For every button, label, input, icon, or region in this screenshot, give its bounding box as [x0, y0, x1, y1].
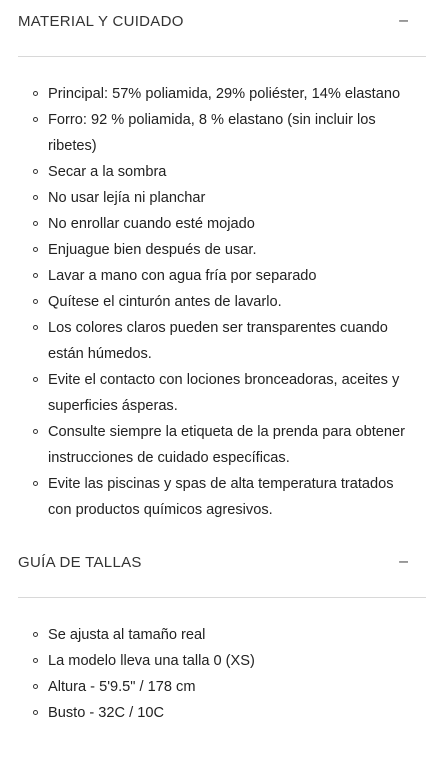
bullet-circle-icon	[33, 221, 38, 226]
list-item	[48, 315, 416, 367]
list-item	[48, 107, 416, 159]
size-guide-title: GUÍA DE TALLAS	[18, 553, 142, 571]
list-item	[48, 185, 416, 211]
bullet-circle-icon	[33, 710, 38, 715]
bullet-circle-icon	[33, 684, 38, 689]
list-item-text: Forro: 92 % poliamida, 8 % elastano (sin incluir los ribetes)	[48, 112, 376, 154]
list-item-text: Principal: 57% poliamida, 29% poliéster, 14% elastano	[48, 86, 401, 102]
list-item-text: No usar lejía ni planchar	[48, 190, 206, 206]
material-care-title: MATERIAL Y CUIDADO	[18, 12, 184, 30]
list-item-text: Quítese el cinturón antes de lavarlo.	[48, 294, 282, 310]
list-item	[48, 622, 416, 648]
list-item-text: Busto - 32C / 10C	[48, 705, 164, 721]
list-item-text: Los colores claros pueden ser transparentes cuando están húmedos.	[48, 320, 388, 362]
list-item	[48, 674, 416, 700]
list-item	[48, 419, 416, 471]
list-item-text: Evite las piscinas y spas de alta temperatura tratados con productos químicos agresivos.	[48, 476, 394, 518]
list-item-text: Se ajusta al tamaño real	[48, 627, 206, 643]
list-item-text: Altura - 5'9.5" / 178 cm	[48, 679, 196, 695]
bullet-circle-icon	[33, 658, 38, 663]
list-item-text: Consulte siempre la etiqueta de la prenda para obtener instrucciones de cuidado específicas.	[48, 424, 405, 466]
bullet-circle-icon	[33, 169, 38, 174]
list-item-text: Evite el contacto con lociones bronceadoras, aceites y superficies ásperas.	[48, 372, 400, 414]
bullet-circle-icon	[33, 325, 38, 330]
list-item	[48, 289, 416, 315]
bullet-circle-icon	[33, 632, 38, 637]
size-guide-list	[0, 598, 426, 726]
list-item	[48, 159, 416, 185]
list-item-text: La modelo lleva una talla 0 (XS)	[48, 653, 255, 669]
list-item	[48, 211, 416, 237]
collapse-icon[interactable]: –	[399, 12, 408, 29]
list-item-text: Enjuague bien después de usar.	[48, 242, 257, 258]
size-guide-header[interactable]	[0, 541, 426, 583]
list-item-text: Secar a la sombra	[48, 164, 167, 180]
bullet-circle-icon	[33, 273, 38, 278]
list-item	[48, 263, 416, 289]
bullet-circle-icon	[33, 117, 38, 122]
material-care-header[interactable]	[0, 0, 426, 42]
list-item	[48, 237, 416, 263]
size-guide-section	[0, 541, 426, 726]
bullet-circle-icon	[33, 247, 38, 252]
bullet-circle-icon	[33, 429, 38, 434]
bullet-circle-icon	[33, 195, 38, 200]
collapse-icon[interactable]: –	[399, 553, 408, 570]
list-item	[48, 700, 416, 726]
bullet-circle-icon	[33, 377, 38, 382]
bullet-circle-icon	[33, 91, 38, 96]
list-item	[48, 81, 416, 107]
list-item-text: Lavar a mano con agua fría por separado	[48, 268, 317, 284]
list-item	[48, 367, 416, 419]
list-item	[48, 471, 416, 523]
material-care-list	[0, 57, 426, 523]
list-item-text: No enrollar cuando esté mojado	[48, 216, 255, 232]
bullet-circle-icon	[33, 481, 38, 486]
list-item	[48, 648, 416, 674]
bullet-circle-icon	[33, 299, 38, 304]
